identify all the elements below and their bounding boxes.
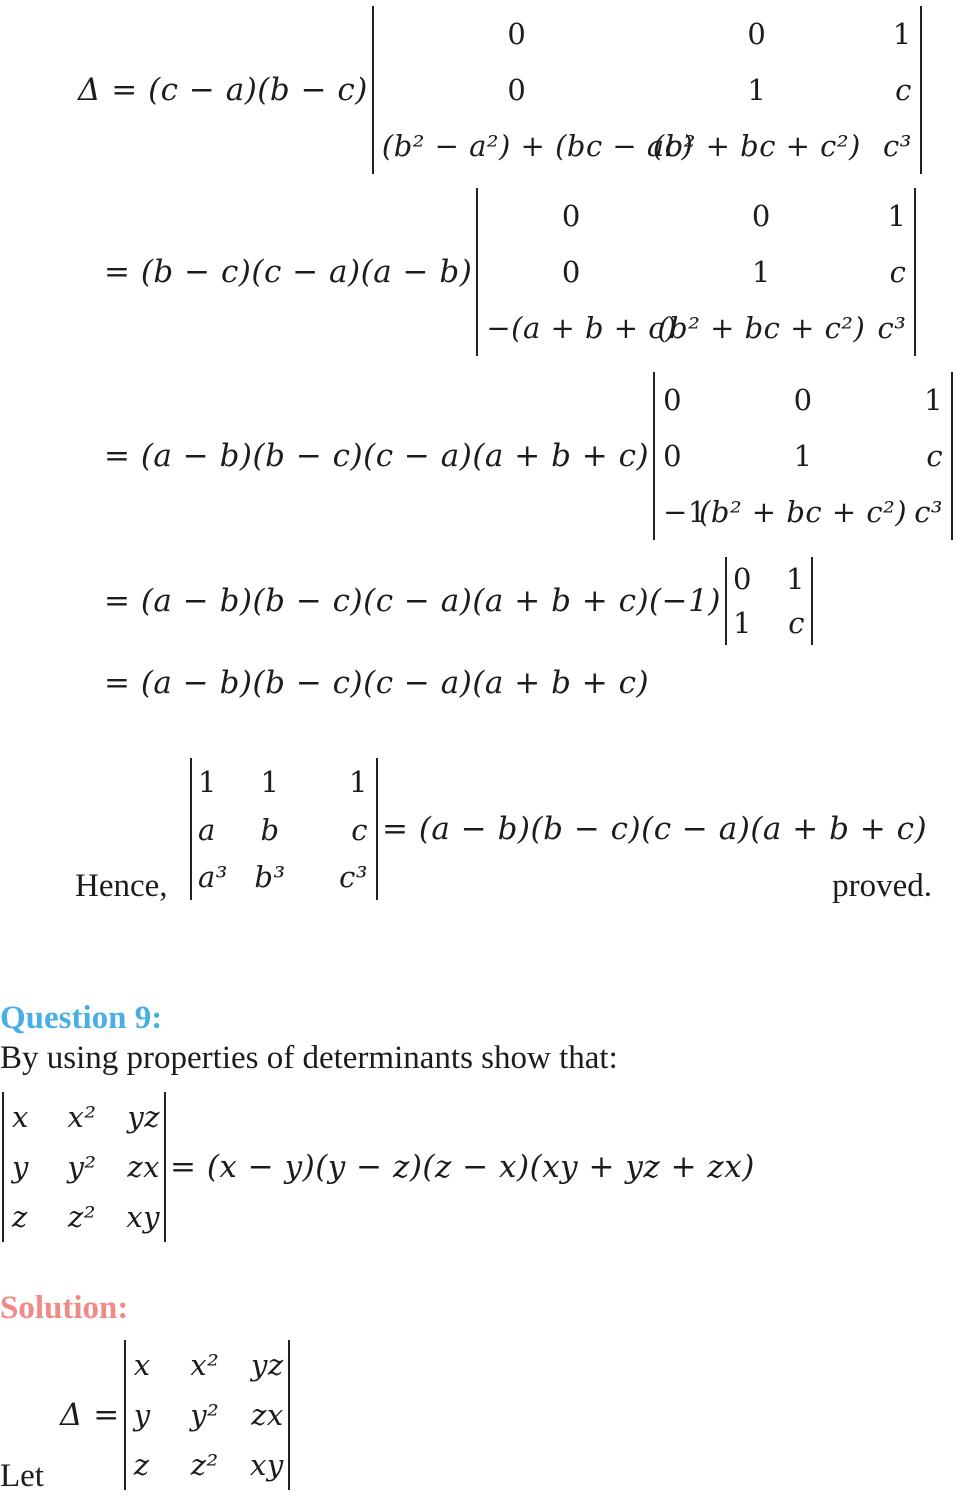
- matrix-cell: yz: [127, 1100, 160, 1134]
- solution-equation: [60, 1340, 294, 1490]
- matrix-cell: 0: [561, 255, 581, 289]
- matrix-cell: a³: [198, 860, 228, 894]
- matrix-cell: (b² − a²) + (bc − ac): [381, 129, 694, 163]
- matrix-cell: 1: [786, 562, 805, 596]
- step4-prefix: = (a − b)(b − c)(c − a)(a + b + c)(−1): [104, 583, 721, 619]
- matrix-cell: y: [133, 1398, 151, 1432]
- question-rhs: = (x − y)(y − z)(z − x)(xy + yz + zx): [170, 1149, 755, 1185]
- step1-equation: [78, 6, 926, 174]
- solution-determinant: [124, 1340, 290, 1490]
- matrix-cell: xy: [249, 1448, 284, 1482]
- proved-label: proved.: [832, 868, 932, 904]
- step1-determinant: [372, 6, 922, 174]
- matrix-cell: c³: [339, 860, 368, 894]
- step2-determinant: [476, 188, 916, 356]
- question-equation: [0, 1092, 755, 1242]
- matrix-cell: 1: [732, 606, 752, 640]
- matrix-cell: −(a + b + c): [486, 311, 677, 345]
- matrix-cell: (b² + bc + c²): [652, 129, 861, 163]
- matrix-cell: 1: [747, 73, 767, 107]
- matrix-cell: 0: [663, 383, 683, 417]
- matrix-cell: 1: [349, 765, 368, 799]
- matrix-cell: 1: [198, 765, 217, 799]
- matrix-cell: 0: [793, 383, 813, 417]
- matrix-cell: 1: [793, 439, 813, 473]
- matrix-cell: z²: [68, 1200, 96, 1234]
- matrix-cell: z: [12, 1200, 28, 1234]
- matrix-cell: 0: [663, 439, 683, 473]
- question-statement: By using properties of determinants show that:: [0, 1040, 618, 1076]
- conclusion-rhs: = (a − b)(b − c)(c − a)(a + b + c): [382, 811, 928, 847]
- matrix-cell: xy: [126, 1200, 160, 1234]
- matrix-cell: c: [926, 439, 944, 473]
- step5-equation: [104, 660, 649, 706]
- matrix-cell: y: [12, 1150, 29, 1184]
- matrix-cell: c³: [883, 129, 912, 163]
- step2-prefix: = (b − c)(c − a)(a − b): [104, 254, 473, 290]
- matrix-cell: 1: [892, 17, 912, 51]
- matrix-cell: 0: [732, 562, 752, 596]
- matrix-cell: a: [198, 813, 216, 847]
- matrix-cell: 0: [507, 73, 527, 107]
- matrix-cell: b: [260, 813, 280, 847]
- question-heading: Question 9:: [0, 1000, 163, 1036]
- solution-heading: Solution:: [0, 1290, 129, 1326]
- matrix-cell: 1: [924, 383, 944, 417]
- matrix-cell: x: [133, 1348, 151, 1382]
- hence-label: Hence,: [75, 868, 168, 904]
- matrix-cell: z: [133, 1448, 150, 1482]
- matrix-cell: z²: [190, 1448, 219, 1482]
- step3-equation: [104, 372, 957, 540]
- matrix-cell: yz: [251, 1348, 284, 1382]
- solution-lhs: Δ =: [60, 1397, 120, 1433]
- matrix-cell: x²: [67, 1100, 97, 1134]
- matrix-cell: x: [12, 1100, 29, 1134]
- step4-determinant: [725, 557, 813, 645]
- step5-expression: = (a − b)(b − c)(c − a)(a + b + c): [104, 665, 650, 701]
- question-determinant: [2, 1092, 166, 1242]
- step1-prefix: Δ = (c − a)(b − c): [78, 72, 368, 108]
- matrix-cell: c³: [877, 311, 907, 345]
- step2-equation: [104, 188, 920, 356]
- matrix-cell: −1: [663, 495, 707, 529]
- matrix-cell: 0: [507, 17, 527, 51]
- matrix-cell: b³: [254, 860, 286, 894]
- matrix-cell: zx: [127, 1150, 160, 1184]
- conclusion-equation: [186, 758, 927, 900]
- step3-prefix: = (a − b)(b − c)(c − a)(a + b + c): [104, 438, 650, 474]
- matrix-cell: 1: [751, 255, 771, 289]
- matrix-cell: c³: [914, 495, 944, 529]
- matrix-cell: c: [895, 73, 912, 107]
- let-label: Let: [0, 1458, 44, 1494]
- matrix-cell: 1: [887, 199, 907, 233]
- matrix-cell: zx: [251, 1398, 284, 1432]
- step3-determinant: [653, 372, 953, 540]
- matrix-cell: (b² + bc + c²): [657, 311, 866, 345]
- matrix-cell: x²: [190, 1348, 220, 1382]
- matrix-cell: 1: [260, 765, 280, 799]
- matrix-cell: 0: [561, 199, 581, 233]
- matrix-cell: 0: [747, 17, 767, 51]
- matrix-cell: y²: [67, 1150, 97, 1184]
- matrix-cell: (b² + bc + c²): [699, 495, 908, 529]
- step4-equation: [104, 556, 817, 646]
- matrix-cell: y²: [190, 1398, 220, 1432]
- matrix-cell: c: [889, 255, 907, 289]
- matrix-cell: 0: [751, 199, 771, 233]
- conclusion-determinant: [190, 758, 378, 900]
- matrix-cell: c: [788, 606, 805, 640]
- matrix-cell: c: [351, 813, 368, 847]
